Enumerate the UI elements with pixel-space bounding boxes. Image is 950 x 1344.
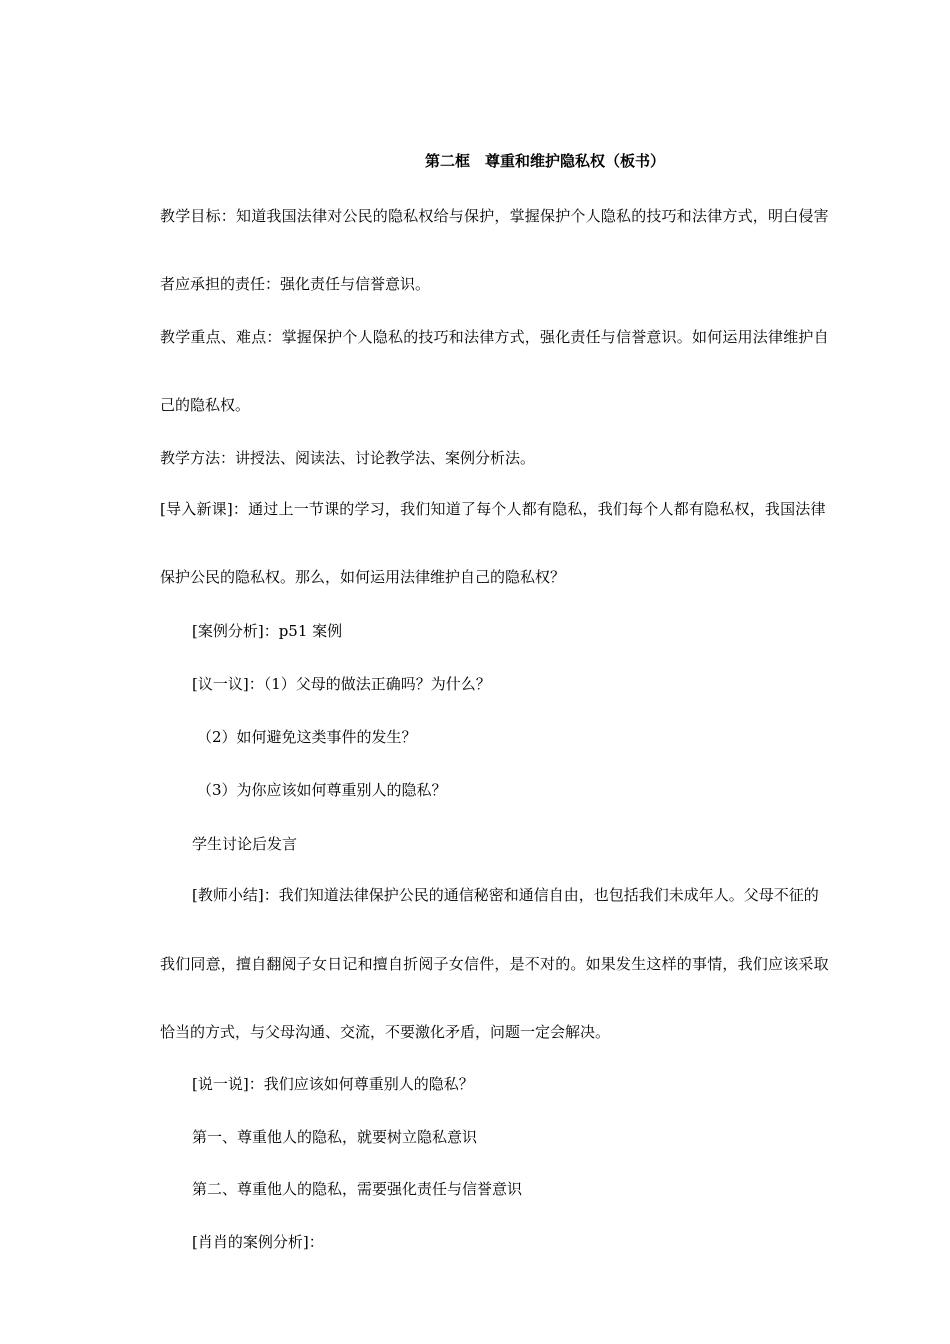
paragraph-line: （2）如何避免这类事件的发生？ [197, 728, 417, 746]
paragraph-line: [说一说]：我们应该如何尊重别人的隐私？ [192, 1075, 474, 1093]
paragraph-line: （3）为你应该如何尊重别人的隐私？ [197, 781, 447, 799]
paragraph-line: [案例分析]：p51 案例 [192, 622, 343, 640]
paragraph-line: [议一议]：（1）父母的做法正确吗？为什么？ [192, 675, 491, 693]
paragraph-line: [教师小结]：我们知道法律保护公民的通信秘密和通信自由，也包括我们未成年人。父母不征的 [192, 886, 819, 904]
paragraph-line: 教学目标：知道我国法律对公民的隐私权给与保护，掌握保护个人隐私的技巧和法律方式，明白侵害 [160, 207, 829, 225]
paragraph-line: 保护公民的隐私权。那么，如何运用法律维护自己的隐私权？ [160, 568, 566, 586]
document-title: 第二框 尊重和维护隐私权（板书） [424, 152, 665, 170]
paragraph-line: 者应承担的责任：强化责任与信誉意识。 [160, 275, 431, 293]
paragraph-line: 己的隐私权。 [160, 396, 251, 414]
paragraph-line: 我们同意，擅自翻阅子女日记和擅自折阅子女信件，是不对的。如果发生这样的事情，我们应该采取 [160, 955, 829, 973]
paragraph-line: 恰当的方式，与父母沟通、交流，不要激化矛盾，问题一定会解决。 [160, 1023, 611, 1041]
paragraph-line: 学生讨论后发言 [192, 835, 298, 853]
paragraph-line: 教学方法：讲授法、阅读法、讨论教学法、案例分析法。 [160, 449, 536, 467]
paragraph-line: [肖肖的案例分析]： [192, 1233, 324, 1251]
paragraph-line: [导入新课]：通过上一节课的学习，我们知道了每个人都有隐私，我们每个人都有隐私权，我国法律 [160, 500, 826, 518]
paragraph-line: 第二、尊重他人的隐私，需要强化责任与信誉意识 [192, 1180, 523, 1198]
paragraph-line: 第一、尊重他人的隐私，就要树立隐私意识 [192, 1128, 478, 1146]
paragraph-line: 教学重点、难点：掌握保护个人隐私的技巧和法律方式，强化责任与信誉意识。如何运用法律维护自 [160, 328, 829, 346]
